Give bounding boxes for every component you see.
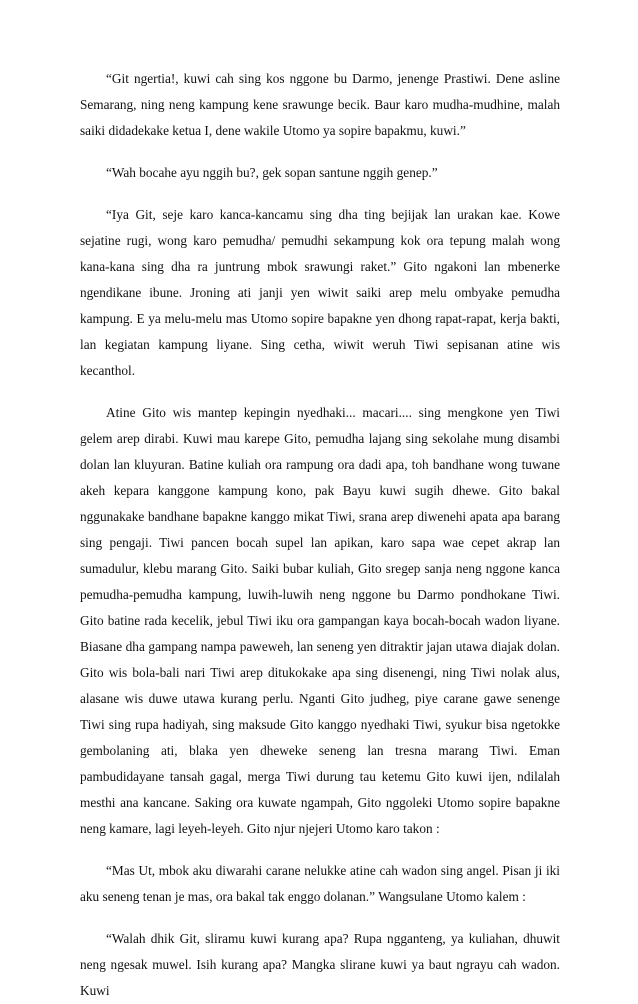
- paragraph-dialogue-reply: “Wah bocahe ayu nggih bu?, gek sopan santune nggih genep.”: [106, 165, 438, 180]
- paragraph-narration-long: Atine Gito wis mantep kepingin nyedhaki... macari.... sing mengkone yen Tiwi gelem arep dirabi. Kuwi mau karepe Gito, pemudha lajang sing sekolahe mung disambi dolan lan kluyuran. Batine kuliah ora rampung ora dadi apa, toh bandhane wong tuwane akeh kepara kanggone kampung kono, pak Bayu kuwi sugih dhewe. Gito bakal nggunakake bandhane bapakne kanggo mikat Tiwi, srana arep diwenehi apata apa barang sing pengaji. Tiwi pancen bocah supel lan apikan, karo sapa wae cepet akrap lan sumadulur, klebu marang Gito. Saiki bubar kuliah, Gito sregep sanja neng nggone kanca pemudha-pemudha kampung, luwih-luwih neng nggone bu Darmo pondhokane Tiwi. Gito batine rada kecelik, jebul Tiwi iku ora gampangan kaya bocah-bocah wadon liyane. Biasane dha gampang nampa paweweh, lan seneng yen ditraktir jajan utawa diajak dolan. Gito wis bola-bali nari Tiwi arep ditukokake apa sing disenengi, ning Tiwi nolak alus, alasane wis duwe utawa kurang perlu. Nganti Gito judheg, piye carane gawe senenge Tiwi sing rupa hadiyah, sing maksude Gito kanggo nyedhaki Tiwi, syukur bisa ngetokke gembolaning ati, blaka yen dheweke seneng lan tresna marang Tiwi. Eman pambudidayane tansah gagal, merga Tiwi durung tau ketemu Gito kuwi ijen, ndilalah mesthi ana kancane. Saking ora kuwate ngampah, Gito nggoleki Utomo sopire bapakne neng kamare, lagi leyeh-leyeh. Gito njur njejeri Utomo karo takon :: [80, 405, 560, 836]
- paragraph-dialogue-question: “Mas Ut, mbok aku diwarahi carane nelukke atine cah wadon sing angel. Pisan ji iki aku seneng tenan je mas, ora bakal tak enggo dolanan.” Wangsulane Utomo kalem :: [80, 863, 560, 904]
- document-body: [80, 66, 560, 1004]
- paragraph-narration-gito: “Iya Git, seje karo kanca-kancamu sing dha ting bejijak lan urakan kae. Kowe sejatine rugi, wong karo pemudha/ pemudhi sekampung kok ora tepung malah wong kana-kana sing dha ra juntrung mbok srawungi raket.” Gito ngakoni lan mbenerke ngendikane ibune. Jroning ati janji yen wiwit saiki arep melu ombyake pemudha kampung. E ya melu-melu mas Utomo sopire bapakne yen dhong rapat-rapat, kerja bakti, lan kegiatan kampung liyane. Sing cetha, wiwit weruh Tiwi sepisanan atine wis kecanthol.: [80, 207, 560, 378]
- paragraph-dialogue-intro: “Git ngertia!, kuwi cah sing kos nggone bu Darmo, jenenge Prastiwi. Dene asline Semarang, ning neng kampung kene srawunge becik. Baur karo mudha-mudhine, malah saiki didadekake ketua I, dene wakile Utomo ya sopire bapakmu, kuwi.”: [80, 71, 560, 138]
- paragraph-dialogue-answer: “Walah dhik Git, sliramu kuwi kurang apa? Rupa ngganteng, ya kuliahan, dhuwit neng ngesak muwel. Isih kurang apa? Mangka slirane kuwi ya baut ngrayu cah wadon. Kuwi: [80, 931, 560, 998]
